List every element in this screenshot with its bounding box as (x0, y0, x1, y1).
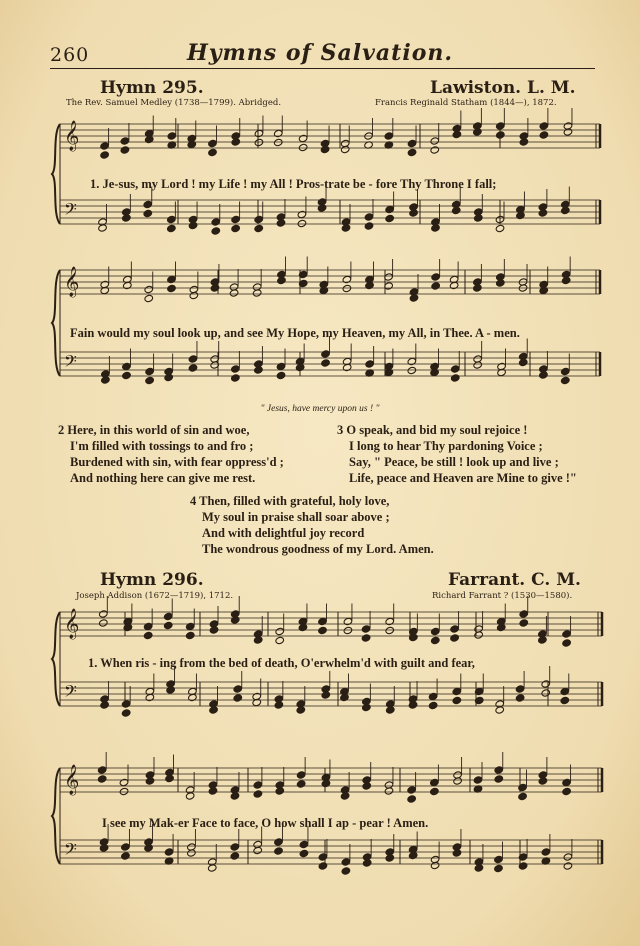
note-head (254, 215, 264, 223)
note-head (123, 281, 133, 289)
note-head (209, 626, 219, 634)
note-head (185, 631, 195, 639)
note-head (100, 286, 110, 294)
note-head (431, 273, 441, 281)
note-head (563, 862, 573, 870)
note-head (343, 626, 353, 634)
note-head (362, 703, 372, 711)
note-head (453, 777, 463, 785)
note-head (189, 291, 199, 299)
clef-icon: 𝄞 (64, 267, 80, 297)
note-head (541, 689, 551, 697)
note-head (562, 778, 572, 786)
note-head (164, 848, 174, 856)
note-head (230, 843, 240, 851)
note-head (494, 766, 504, 774)
note-head (341, 224, 351, 232)
note-head (407, 139, 417, 147)
note-head (122, 371, 132, 379)
note-head (273, 129, 283, 137)
clef-icon: 𝄢 (64, 351, 77, 375)
note-head (188, 355, 198, 363)
note-head (254, 224, 264, 232)
note-head (430, 636, 440, 644)
note-head (230, 616, 240, 624)
note-head (562, 630, 572, 638)
note-head (253, 636, 263, 644)
note-head (276, 371, 286, 379)
note-head (362, 782, 372, 790)
note-head (318, 626, 328, 634)
note-head (495, 706, 505, 714)
note-head (560, 687, 570, 695)
note-head (296, 780, 306, 788)
note-head (341, 867, 351, 875)
note-head (121, 843, 131, 851)
note-head (188, 693, 198, 701)
note-head (318, 853, 328, 861)
note-head (563, 853, 573, 861)
note-head (119, 787, 129, 795)
note-head (519, 619, 529, 627)
note-head (145, 777, 155, 785)
note-head (430, 137, 440, 145)
verse-line: 3 O speak, and bid my soul rejoice ! (337, 423, 528, 437)
note-head (321, 691, 331, 699)
note-head (252, 698, 262, 706)
note-head (561, 276, 571, 284)
note-head (430, 627, 440, 635)
note-head (407, 366, 417, 374)
hymn-295-verse-4 (190, 493, 434, 557)
note-head (408, 851, 418, 859)
note-head (145, 693, 155, 701)
note-head (208, 787, 218, 795)
note-head (253, 846, 263, 854)
note-head (100, 701, 110, 709)
note-head (208, 148, 218, 156)
note-head (474, 631, 484, 639)
note-head (518, 792, 528, 800)
note-head (516, 211, 526, 219)
note-head (474, 214, 484, 222)
note-head (143, 631, 153, 639)
verse-line: Life, peace and Heaven are Mine to give !" (349, 471, 577, 485)
note-head (473, 128, 483, 136)
note-head (121, 852, 131, 860)
note-head (494, 855, 504, 863)
clef-icon: 𝄢 (64, 839, 77, 863)
note-head (233, 685, 243, 693)
note-head (188, 364, 198, 372)
verse-line: And nothing here can give me rest. (70, 471, 256, 485)
note-head (321, 359, 331, 367)
note-head (449, 281, 459, 289)
verse-line: The wondrous goodness of my Lord. Amen. (202, 542, 434, 556)
note-head (562, 639, 572, 647)
verse-line: Say, " Peace, be still ! look up and live ; (349, 455, 559, 469)
note-head (452, 849, 462, 857)
note-head (231, 138, 241, 146)
note-head (166, 686, 176, 694)
note-head (97, 766, 107, 774)
note-head (452, 696, 462, 704)
note-head (163, 612, 173, 620)
note-head (494, 864, 504, 872)
note-head (384, 132, 394, 140)
note-head (385, 205, 395, 213)
brace (52, 612, 60, 706)
note-head (361, 625, 371, 633)
note-head (297, 219, 307, 227)
note-head (254, 138, 264, 146)
note-head (407, 786, 417, 794)
note-head (385, 626, 395, 634)
note-head (100, 142, 110, 150)
note-head (207, 864, 217, 872)
note-head (496, 279, 506, 287)
note-head (430, 778, 440, 786)
note-head (340, 145, 350, 153)
note-head (209, 706, 219, 714)
note-head (119, 778, 129, 786)
verse-line: My soul in praise shall soar above ; (202, 510, 390, 524)
note-head (120, 146, 130, 154)
note-head (560, 376, 570, 384)
note-head (274, 838, 284, 846)
hymn-295-caption: " Jesus, have mercy upon us ! " (260, 404, 380, 414)
note-head (295, 363, 305, 371)
verse-line: 2 Here, in this world of sin and woe, (58, 423, 250, 437)
note-head (275, 627, 285, 635)
hymn-296-composer: Richard Farrant ? (1530—1580). (432, 591, 573, 601)
note-head (101, 376, 111, 384)
note-head (144, 135, 154, 143)
note-head (318, 862, 328, 870)
note-head (318, 617, 328, 625)
note-head (361, 634, 371, 642)
note-head (185, 792, 195, 800)
note-head (122, 214, 132, 222)
note-head (254, 366, 264, 374)
brace (52, 768, 60, 864)
note-head (431, 224, 441, 232)
note-head (430, 146, 440, 154)
note-head (274, 701, 284, 709)
note-head (365, 281, 375, 289)
note-head (187, 140, 197, 148)
page-number: 260 (50, 44, 90, 66)
note-head (340, 693, 350, 701)
note-head (385, 854, 395, 862)
note-head (518, 358, 528, 366)
note-head (144, 285, 154, 293)
note-head (98, 224, 108, 232)
note-head (430, 861, 440, 869)
note-head (407, 148, 417, 156)
note-head (120, 137, 130, 145)
hymn-296-tune: Farrant. C. M. (448, 570, 581, 590)
note-head (296, 771, 306, 779)
note-head (167, 224, 177, 232)
note-head (167, 215, 177, 223)
hymn-296-author: Joseph Addison (1672—1719), 1712. (76, 591, 234, 601)
note-head (539, 371, 549, 379)
note-head (275, 787, 285, 795)
note-head (167, 284, 177, 292)
note-head (384, 368, 394, 376)
note-head (452, 687, 462, 695)
note-head (275, 636, 285, 644)
note-head (317, 204, 327, 212)
note-head (211, 218, 221, 226)
note-head (539, 122, 549, 130)
note-head (144, 844, 154, 852)
note-head (407, 795, 417, 803)
note-head (364, 222, 374, 230)
note-head (497, 368, 507, 376)
note-head (99, 619, 109, 627)
note-head (560, 696, 570, 704)
note-head (231, 374, 241, 382)
note-head (496, 623, 506, 631)
note-head (519, 610, 529, 618)
note-head (563, 128, 573, 136)
note-head (407, 357, 417, 365)
note-head (495, 224, 505, 232)
note-head (409, 294, 419, 302)
note-head (230, 792, 240, 800)
note-head (384, 787, 394, 795)
note-head (229, 289, 239, 297)
brace (52, 124, 60, 224)
note-head (473, 361, 483, 369)
note-head (473, 776, 483, 784)
note-head (143, 622, 153, 630)
note-head (299, 840, 309, 848)
note-head (254, 129, 264, 137)
hymn-295-author: The Rev. Samuel Medley (1738—1799). Abridged. (66, 98, 282, 108)
verse-line: And with delightful joy record (202, 526, 365, 540)
note-head (450, 625, 460, 633)
note-head (121, 709, 131, 717)
note-head (276, 362, 286, 370)
note-head (365, 360, 375, 368)
hymn-295-composer: Francis Reginald Statham (1844—), 1872. (375, 98, 557, 108)
note-head (230, 852, 240, 860)
note-head (252, 289, 262, 297)
note-head (362, 859, 372, 867)
note-head (451, 206, 461, 214)
note-head (164, 373, 174, 381)
hymn-295-lyric-2: Fain would my soul look up, and see My Hope, my Heaven, my All, in Thee. A - men. (70, 326, 520, 340)
note-head (450, 365, 460, 373)
note-head (99, 610, 109, 618)
hymn-295-lyric-1: 1. Je-sus, my Lord ! my Life ! my All ! Pros-trate be - fore Thy Throne I fall; (90, 177, 497, 191)
note-head (561, 206, 571, 214)
note-head (211, 227, 221, 235)
note-head (364, 213, 374, 221)
note-head (341, 858, 351, 866)
note-head (342, 284, 352, 292)
note-head (296, 706, 306, 714)
clef-icon: 𝄢 (64, 681, 77, 705)
hymn-295-verse-2 (58, 422, 284, 486)
note-head (165, 774, 175, 782)
note-head (430, 368, 440, 376)
verse-line: I'm filled with tossings to and fro ; (70, 439, 254, 453)
hymn-295-verse-3 (337, 422, 577, 486)
note-head (145, 367, 155, 375)
hymn-295-tune: Lawiston. L. M. (430, 78, 576, 98)
note-head (538, 636, 548, 644)
note-head (430, 787, 440, 795)
note-head (167, 275, 177, 283)
hymn-296-lyric-1: 1. When ris - ing from the bed of death, O'erwhelm'd with guilt and fear, (88, 656, 475, 670)
note-head (321, 779, 331, 787)
note-head (231, 224, 241, 232)
note-head (187, 849, 197, 857)
clef-icon: 𝄞 (64, 121, 80, 151)
note-head (188, 221, 198, 229)
note-head (277, 276, 287, 284)
note-head (231, 215, 241, 223)
verse-line: 4 Then, filled with grateful, holy love, (190, 494, 390, 508)
note-head (208, 139, 218, 147)
note-head (298, 143, 308, 151)
note-head (428, 692, 438, 700)
note-head (97, 775, 107, 783)
note-head (298, 623, 308, 631)
note-head (276, 219, 286, 227)
note-head (297, 210, 307, 218)
note-head (562, 787, 572, 795)
brace (52, 270, 60, 376)
note-head (100, 151, 110, 159)
note-head (299, 849, 309, 857)
note-head (320, 145, 330, 153)
note-head (340, 792, 350, 800)
note-head (273, 138, 283, 146)
note-head (515, 685, 525, 693)
note-head (144, 294, 154, 302)
note-head (143, 200, 153, 208)
hymn-296-lyric-2: I see my Mak-er Face to face, O how shall I ap - pear ! Amen. (102, 816, 429, 830)
note-head (515, 694, 525, 702)
note-head (185, 622, 195, 630)
note-head (496, 131, 506, 139)
note-head (167, 132, 177, 140)
note-head (473, 284, 483, 292)
note-head (560, 367, 570, 375)
note-head (474, 864, 484, 872)
note-head (496, 122, 506, 130)
clef-icon: 𝄢 (64, 199, 77, 223)
note-head (121, 700, 131, 708)
note-head (274, 847, 284, 855)
note-head (385, 706, 395, 714)
note-head (494, 775, 504, 783)
verse-line: Burdened with sin, with fear oppress'd ; (70, 455, 284, 469)
note-head (541, 680, 551, 688)
note-head (385, 214, 395, 222)
note-head (450, 634, 460, 642)
note-head (541, 848, 551, 856)
note-head (298, 134, 308, 142)
running-title: Hymns of Salvation. (186, 40, 454, 66)
note-head (163, 621, 173, 629)
note-head (431, 282, 441, 290)
note-head (428, 701, 438, 709)
hymn-295-number: Hymn 295. (100, 78, 204, 98)
note-head (538, 209, 548, 217)
note-head (518, 783, 528, 791)
note-head (343, 617, 353, 625)
note-head (321, 350, 331, 358)
note-head (253, 790, 263, 798)
note-head (539, 131, 549, 139)
clef-icon: 𝄞 (64, 609, 80, 639)
note-head (99, 844, 109, 852)
note-head (342, 363, 352, 371)
note-head (538, 777, 548, 785)
note-head (145, 376, 155, 384)
note-head (233, 694, 243, 702)
note-head (539, 286, 549, 294)
note-head (452, 130, 462, 138)
note-head (122, 362, 132, 370)
note-head (143, 209, 153, 217)
clef-icon: 𝄞 (64, 765, 80, 795)
note-head (385, 617, 395, 625)
hymn-296-number: Hymn 296. (100, 570, 204, 590)
note-head (231, 365, 241, 373)
note-head (519, 138, 529, 146)
note-head (409, 209, 419, 217)
note-head (319, 286, 329, 294)
note-head (253, 781, 263, 789)
note-head (450, 374, 460, 382)
note-head (342, 275, 352, 283)
verse-line: I long to hear Thy pardoning Voice ; (349, 439, 543, 453)
